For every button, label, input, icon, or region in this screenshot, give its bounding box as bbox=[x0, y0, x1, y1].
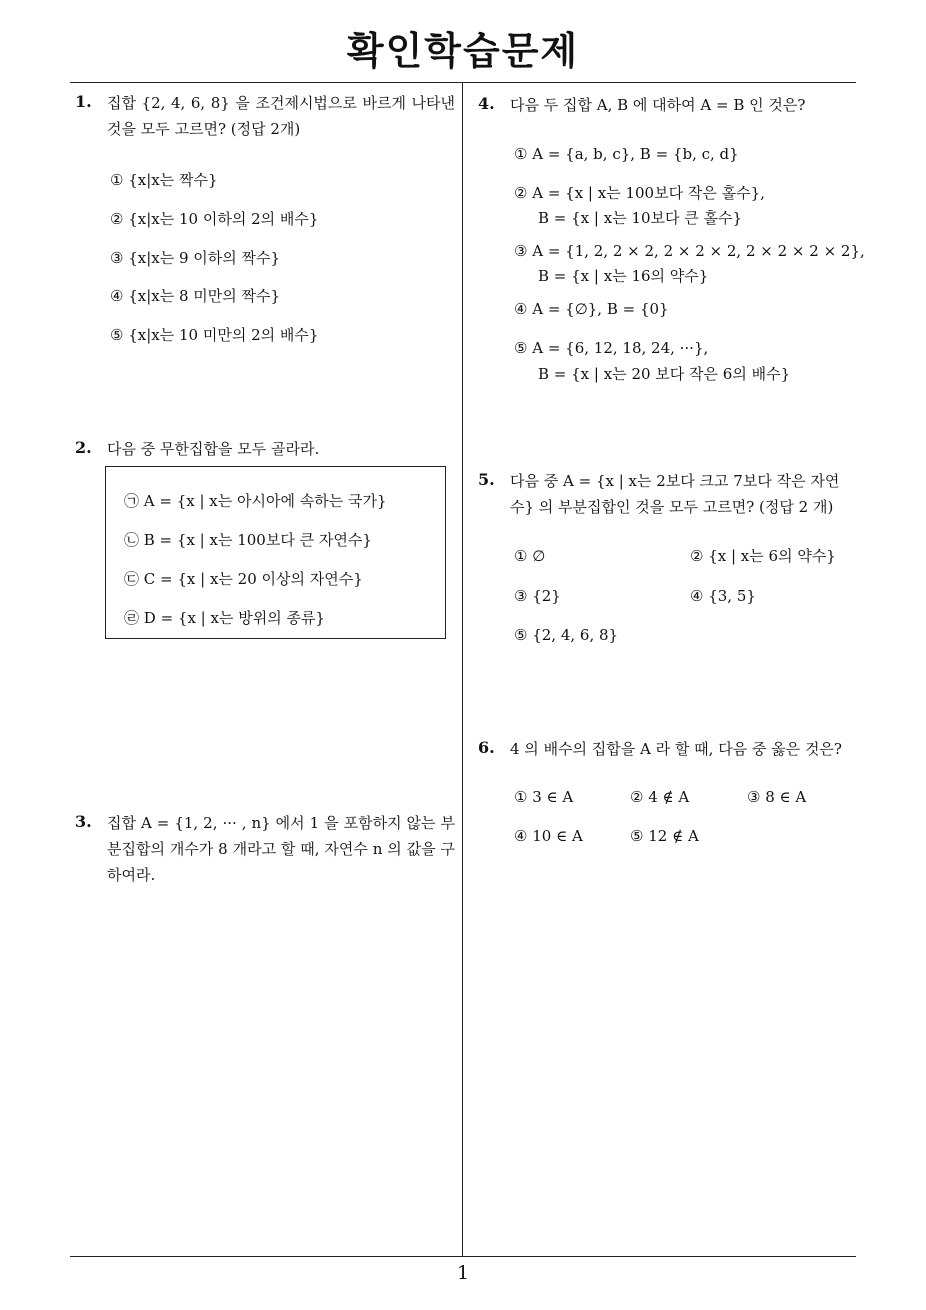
page-number: 1 bbox=[456, 1262, 470, 1284]
option-3: ③ 8 ∈ A bbox=[747, 788, 807, 806]
question-stem: 4 의 배수의 집합을 A 라 할 때, 다음 중 옳은 것은? bbox=[510, 740, 842, 758]
option-1: ① ∅ bbox=[514, 547, 546, 565]
option-2: ② {x|x는 10 이하의 2의 배수} bbox=[110, 210, 319, 228]
choice-b: ㉡ B = {x | x는 100보다 큰 자연수} bbox=[124, 531, 372, 549]
top-rule bbox=[70, 82, 856, 83]
option-3: ③ {2} bbox=[514, 587, 561, 605]
column-divider bbox=[462, 83, 463, 1256]
question-stem: 다음 두 집합 A, B 에 대하여 A = B 인 것은? bbox=[510, 96, 806, 114]
option-1: ① {x|x는 짝수} bbox=[110, 171, 218, 189]
option-5: ⑤ A = {6, 12, 18, 24, ···}, bbox=[514, 339, 709, 357]
option-4: ④ {x|x는 8 미만의 짝수} bbox=[110, 287, 281, 305]
option-5: ⑤ {2, 4, 6, 8} bbox=[514, 626, 619, 644]
question-number: 2. bbox=[75, 438, 92, 457]
question-stem: 다음 중 A = {x | x는 2보다 크고 7보다 작은 자연수} 의 부분집합인 것을 모두 고르면? (정답 2 개) bbox=[510, 472, 840, 516]
option-2: ② A = {x | x는 100보다 작은 홀수}, bbox=[514, 184, 765, 202]
option-1: ① 3 ∈ A bbox=[514, 788, 574, 806]
question-number: 3. bbox=[75, 812, 92, 831]
question-stem: 다음 중 무한집합을 모두 골라라. bbox=[107, 440, 320, 458]
choice-a: ㉠ A = {x | x는 아시아에 속하는 국가} bbox=[124, 492, 387, 510]
option-2: ② {x | x는 6의 약수} bbox=[690, 547, 836, 565]
question-number: 5. bbox=[478, 470, 495, 489]
option-1: ① A = {a, b, c}, B = {b, c, d} bbox=[514, 145, 739, 163]
question-stem: 집합 {2, 4, 6, 8} 을 조건제시법으로 바르게 나타낸 것을 모두 고르면? (정답 2개) bbox=[107, 94, 455, 138]
choice-c: ㉢ C = {x | x는 20 이상의 자연수} bbox=[124, 570, 363, 588]
option-5: ⑤ {x|x는 10 미만의 2의 배수} bbox=[110, 326, 319, 344]
option-4: ④ {3, 5} bbox=[690, 587, 756, 605]
option-2: ② 4 ∉ A bbox=[630, 788, 690, 806]
bottom-rule bbox=[70, 1256, 856, 1257]
option-3-cont: B = {x | x는 16의 약수} bbox=[538, 267, 709, 285]
question-stem: 집합 A = {1, 2, ··· , n} 에서 1 을 포함하지 않는 부분집합의 개수가 8 개라고 할 때, 자연수 n 의 값을 구하여라. bbox=[107, 814, 455, 884]
question-number: 4. bbox=[478, 94, 495, 113]
option-3: ③ A = {1, 2, 2 × 2, 2 × 2 × 2, 2 × 2 × 2 × 2}, bbox=[514, 242, 865, 260]
question-number: 6. bbox=[478, 738, 495, 757]
option-4: ④ 10 ∈ A bbox=[514, 827, 583, 845]
option-5: ⑤ 12 ∉ A bbox=[630, 827, 699, 845]
question-number: 1. bbox=[75, 92, 92, 111]
option-4: ④ A = {∅}, B = {0} bbox=[514, 300, 669, 318]
page-title: 확인학습문제 bbox=[346, 29, 580, 73]
option-3: ③ {x|x는 9 이하의 짝수} bbox=[110, 249, 281, 267]
option-2-cont: B = {x | x는 10보다 큰 홀수} bbox=[538, 209, 743, 227]
option-5-cont: B = {x | x는 20 보다 작은 6의 배수} bbox=[538, 365, 791, 383]
choice-d: ㉣ D = {x | x는 방위의 종류} bbox=[124, 609, 325, 627]
